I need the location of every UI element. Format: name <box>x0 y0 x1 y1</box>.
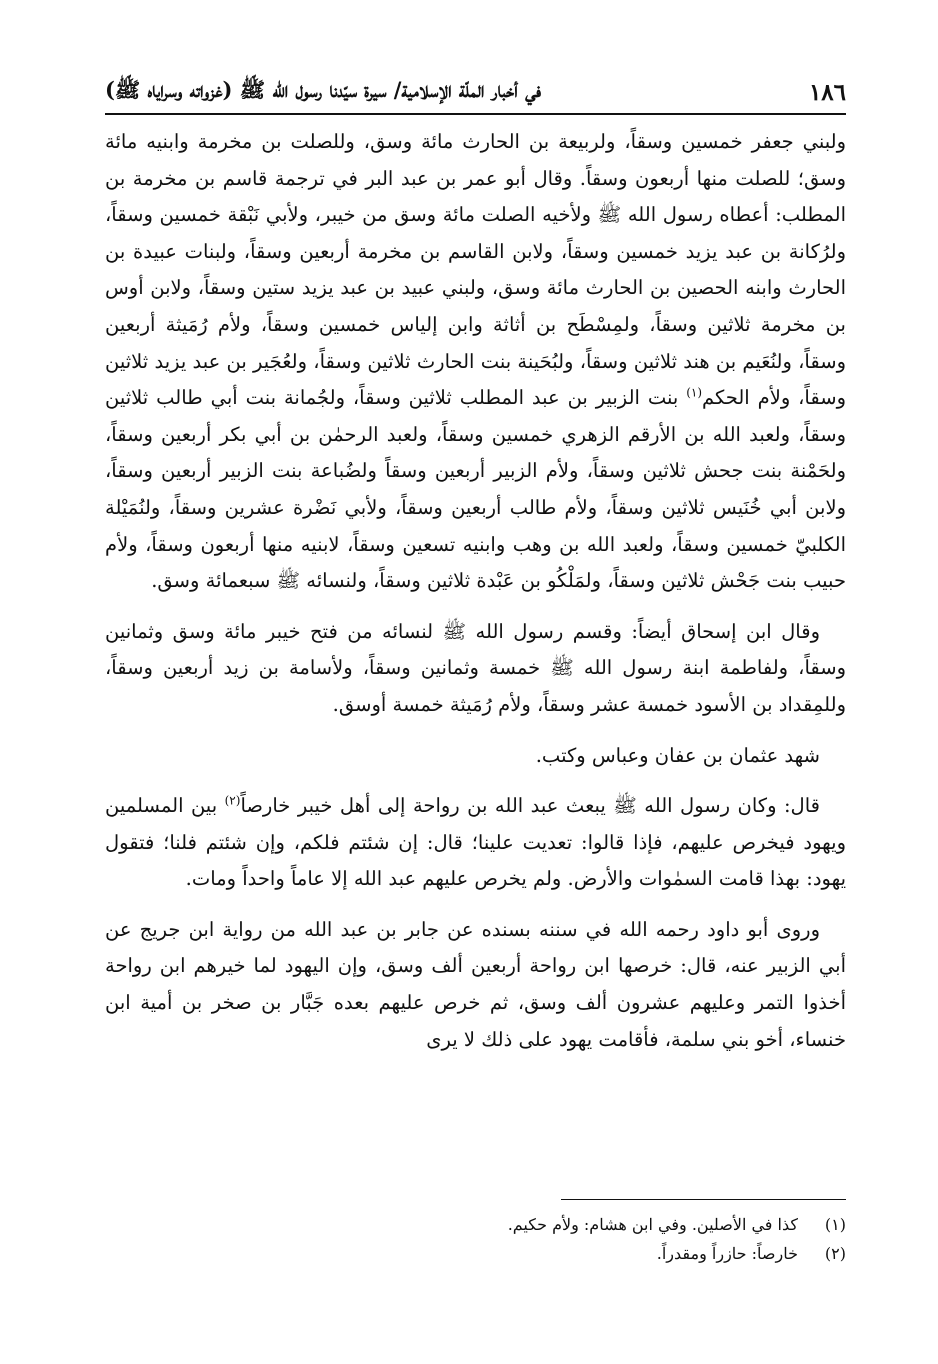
paragraph-text: وقال ابن إسحاق أيضاً: وقسم رسول الله ﷺ لنسائه من فتح خيبر مائة وسق وثمانين وسقاً، ولفاطمة ابنة رسول الله ﷺ خمسة وثمانين وسقاً، ولأسامة بن زيد أربعين وسقاً، وللمِقداد بن الأسود خمسة عشر وسقاً، ولأم رُمَيثة خمسة أوسق. <box>105 619 846 716</box>
footnote-text: خارصاً: حازراً ومقدراً. <box>656 1244 798 1263</box>
body-text <box>105 124 846 1058</box>
header-rule <box>105 113 846 115</box>
footnotes <box>105 1210 846 1268</box>
paragraph-text: وروى أبو داود رحمه الله في سننه بسنده عن جابر بن عبد الله من رواية ابن جريج عن أبي الزبير عنه، قال: خرصها ابن رواحة أربعين ألف وسق، وإن اليهود لما خيرهم ابن رواحة أخذوا التمر وعليهم عشرون ألف وسق، ثم خرص عليهم بعده جَبَّار بن صخر بن أمية ابن خنساء، أخو بني سلمة، فأقامت يهود على ذلك لا يرى <box>105 917 846 1051</box>
footnote-ref: (١) <box>686 385 703 400</box>
footnote <box>105 1210 846 1239</box>
paragraph-text: بين المسلمين ويهود فيخرص عليهم، فإذا قالوا: تعديت علينا؛ قال: إن شئتم فلكم، وإن شئتم فلنا؛ فتقول يهود: بهذا قامت السمٰوات والأرض. ولم يخرص عليهم عبد الله إلا عاماً واحداً ومات. <box>105 794 846 891</box>
paragraph <box>105 912 846 1058</box>
footnote-ref: (٢) <box>224 793 241 808</box>
paragraph-text: ولبني جعفر خمسين وسقاً، ولربيعة بن الحارث مائة وسق، وللصلت بن مخرمة وابنيه مائة وسق؛ للصلت منها أربعون وسقاً. وقال أبو عمر بن عبد البر في ترجمة قاسم بن مخرمة بن المطلب: أعطاه رسول الله ﷺ ولأخيه الصلت مائة وسق من خيبر، ولأبي نَبْقة خمسين وسقاً، ولرُكانة بن عبد يزيد خمسين وسقاً، ولابن القاسم بن مخرمة أربعين وسقاً، ولبنات عبيدة بن الحارث وابنه الحصين بن الحارث مائة وسق، ولبني عبيد بن عبد يزيد ستين وسقاً، ولابن أوس بن مخرمة ثلاثين وسقاً، ولمِسْطَح بن أثاثة وابن إلياس خمسين وسقاً، ولأم رُمَيثة أربعين وسقاً، ولنُعَيم بن هند ثلاثين وسقاً، ولبُحَينة بنت الحارث ثلاثين وسقاً، ولعُجَير بن عبد يزيد ثلاثين وسقاً، ولأم الحكم <box>105 130 846 410</box>
paragraph-text: بنت الزبير بن عبد المطلب ثلاثين وسقاً، ولجُمانة بنت أبي طالب ثلاثين وسقاً، ولعبد الله بن الأرقم الزهري خمسين وسقاً، ولعبد الرحمٰن بن أبي بكر أربعين وسقاً، ولحَمْنة بنت جحش ثلاثين وسقاً، ولأم الزبير أربعين وسقاً ولضُباعة بنت الزبير أربعين وسقاً، ولابن أبي خُنَيس ثلاثين وسقاً، ولأم طالب أربعين وسقاً، ولأبي نَضْرة عشرين وسقاً، ولنُمَيْلة الكلبيّ خمسين وسقاً، ولعبد الله بن وهب وابنيه تسعين وسقاً، لابنيه منها أربعون وسقاً، ولأم حبيب بنت جَحْش ثلاثين وسقاً، ولمَلْكُو بن عَبْدة ثلاثين وسقاً، ولنسائه ﷺ سبعمائة وسق. <box>105 386 846 593</box>
footnote-number: (١) <box>824 1215 846 1234</box>
paragraph <box>105 614 846 724</box>
paragraph-text: شهد عثمان بن عفان وعباس وكتب. <box>535 743 820 767</box>
running-header <box>105 74 846 110</box>
running-title: في أخبار الملّة الإسلامية/ سيرة سيّدنا رسول الله ﷺ (غزواته وسراياه ﷺ) <box>105 76 542 102</box>
footnote <box>105 1239 846 1268</box>
paragraph-text: قال: وكان رسول الله ﷺ يبعث عبد الله بن رواحة إلى أهل خيبر خارصاً <box>240 794 820 818</box>
footnote-rule <box>561 1199 846 1200</box>
footnote-text: كذا في الأصلين. وفي ابن هشام: ولأم حكيم. <box>507 1215 798 1234</box>
paragraph <box>105 124 846 600</box>
paragraph <box>105 788 846 898</box>
paragraph <box>105 738 846 775</box>
footnote-number: (٢) <box>824 1244 846 1263</box>
page-number: ١٨٦ <box>808 78 846 106</box>
